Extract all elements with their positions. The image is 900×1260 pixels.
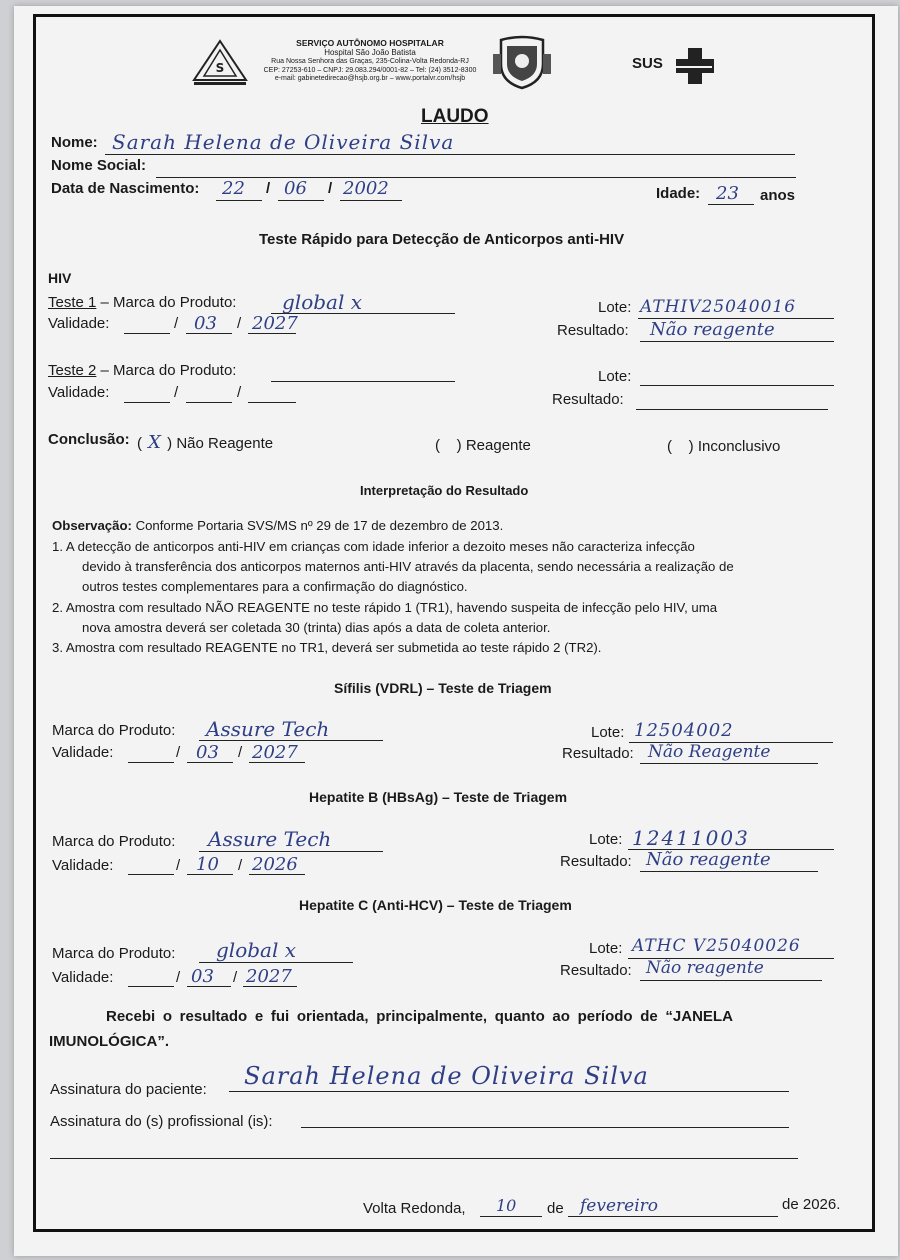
hepatitis-b-lot-label: Lote:: [589, 831, 623, 848]
test1-validity-label: Validade:: [48, 315, 110, 332]
hepatitis-c-result[interactable]: Não reagente: [646, 958, 764, 978]
test1-result[interactable]: Não reagente: [650, 319, 775, 340]
syphilis-result-label: Resultado:: [562, 745, 634, 762]
option-reactive-box: ( ): [435, 437, 462, 454]
test1-result-label: Resultado:: [557, 322, 629, 339]
interpretation-item-3: 3. Amostra com resultado REAGENTE no TR1, deverá ser submetida ao teste rápido 2 (TR2).: [52, 640, 602, 655]
footer-day[interactable]: 10: [496, 1196, 517, 1215]
test2-validity-month-line: [186, 402, 232, 403]
syphilis-result-line: [640, 763, 818, 764]
footer-de: de: [547, 1200, 564, 1217]
interpretation-item-2-line-2: nova amostra deverá ser coletada 30 (trinta) dias após a data de coleta anterior.: [82, 620, 551, 635]
social-name-line: [156, 177, 796, 178]
option-non-reactive-label: Não Reagente: [176, 435, 274, 452]
svg-text:S: S: [215, 61, 225, 75]
interpretation-item-2-line-1: 2. Amostra com resultado NÃO REAGENTE no teste rápido 1 (TR1), havendo suspeita de infecção pelo HIV, uma: [52, 600, 718, 615]
hepatitis-b-result-label: Resultado:: [560, 853, 632, 870]
test1-validity-day-line: [124, 333, 170, 334]
syphilis-validity-slash-2: /: [238, 744, 243, 761]
patient-signature-line: [229, 1091, 789, 1092]
age-label: Idade:: [656, 185, 701, 202]
hepatitis-b-validity-month[interactable]: 10: [196, 854, 219, 875]
test2-lot-label: Lote:: [598, 368, 632, 385]
test1-validity-month[interactable]: 03: [194, 313, 217, 334]
hospital-logo-icon: [190, 38, 250, 88]
dob-year[interactable]: 2002: [343, 178, 389, 199]
age-unit: anos: [760, 187, 796, 204]
observation-line: [52, 516, 503, 536]
conclusion-label: Conclusão:: [48, 431, 130, 448]
interpretation-item-1-line-2: devido à transferência dos anticorpos maternos anti-HIV através da placenta, sendo necessária a realização de: [82, 559, 734, 574]
option-inconclusive-box: ( ): [667, 438, 694, 455]
test2-result-line: [636, 409, 828, 410]
hepatitis-c-brand[interactable]: global x: [216, 938, 296, 962]
hepatitis-b-validity-label: Validade:: [52, 857, 114, 874]
interpretation-heading: Interpretação do Resultado: [360, 483, 529, 498]
syphilis-validity-day-line: [128, 762, 174, 763]
hepatitis-c-lot[interactable]: ATHC V25040026: [632, 936, 801, 956]
hepatitis-c-validity-slash: /: [176, 969, 181, 986]
syphilis-lot[interactable]: 12504002: [634, 720, 734, 741]
option-non-reactive-paren-open: (: [137, 435, 142, 452]
test2-validity-year-line: [248, 402, 296, 403]
hepatitis-b-validity-slash-2: /: [238, 857, 243, 874]
sus-logo-text: SUS: [632, 55, 663, 72]
hepatitis-c-validity-day-line: [128, 986, 174, 987]
age-value[interactable]: 23: [716, 183, 739, 204]
city-seal-icon: [491, 34, 553, 92]
option-reactive-label: Reagente: [465, 437, 531, 454]
hepatitis-c-validity-label: Validade:: [52, 969, 114, 986]
interpretation-item-1-line-3: outros testes complementares para a confirmação do diagnóstico.: [82, 579, 468, 594]
syphilis-lot-label: Lote:: [591, 724, 625, 741]
interpretation-item-1-line-1: 1. A detecção de anticorpos anti-HIV em crianças com idade inferior a dezoito meses não caracteriza infecção: [52, 539, 695, 554]
footer-day-line: [480, 1216, 542, 1217]
test1-lot[interactable]: ATHIV25040016: [640, 297, 797, 317]
hepatitis-b-result-line: [640, 871, 818, 872]
dob-year-line: [340, 200, 402, 201]
test2-lot-line: [640, 385, 834, 386]
hepatitis-b-brand-label: Marca do Produto:: [52, 833, 176, 850]
hepatitis-c-validity-month[interactable]: 03: [191, 966, 214, 987]
test2-validity-slash: /: [174, 384, 179, 401]
patient-signature-label: Assinatura do paciente:: [50, 1081, 207, 1098]
test1-lot-label: Lote:: [598, 299, 632, 316]
hepatitis-c-result-line: [640, 980, 822, 981]
dob-month-line: [278, 200, 324, 201]
syphilis-validity-month[interactable]: 03: [196, 742, 219, 763]
hepatitis-b-heading: Hepatite B (HBsAg) – Teste de Triagem: [309, 789, 568, 805]
hiv-subheading: HIV: [48, 270, 72, 286]
hepatitis-b-brand-line: [199, 851, 383, 852]
hepatitis-c-validity-year[interactable]: 2027: [246, 966, 292, 987]
option-inconclusive-label: Inconclusivo: [697, 438, 781, 455]
hepatitis-b-lot[interactable]: 12411003: [632, 826, 750, 850]
test2-result-label: Resultado:: [552, 391, 624, 408]
professional-signature-line: [301, 1127, 789, 1128]
hepatitis-c-brand-line: [199, 962, 353, 963]
test1-row: [48, 294, 236, 311]
test1-label: Teste 1: [48, 294, 97, 311]
checkmark-x-icon: X: [148, 432, 161, 453]
test1-validity-year[interactable]: 2027: [252, 313, 298, 334]
name-value[interactable]: Sarah Helena de Oliveira Silva: [112, 130, 455, 154]
hepatitis-b-validity-day-line: [128, 874, 174, 875]
sus-cross-icon: [672, 48, 718, 89]
test2-brand-line: [271, 381, 455, 382]
observation-text: Conforme Portaria SVS/MS nº 29 de 17 de dezembro de 2013.: [135, 518, 504, 533]
hepatitis-b-validity-slash: /: [176, 857, 181, 874]
name-line: [105, 154, 795, 155]
syphilis-result[interactable]: Não Reagente: [648, 742, 771, 762]
social-name-label: Nome Social:: [51, 157, 147, 174]
header-text-block: [255, 38, 485, 84]
acknowledgement-line-1: Recebi o resultado e fui orientada, principalmente, quanto ao período de “JANELA: [106, 1008, 733, 1025]
hospital-address: Rua Nossa Senhora das Graças, 235-Colina-Volta Redonda-RJ: [271, 58, 469, 65]
professional-signature-line-2: [50, 1158, 798, 1159]
age-line: [708, 204, 754, 205]
footer-month-line: [568, 1216, 778, 1217]
dob-day-line: [216, 200, 262, 201]
footer-year: de 2026.: [782, 1196, 841, 1213]
dob-month[interactable]: 06: [284, 178, 307, 199]
test2-row: [48, 362, 236, 379]
dob-label: Data de Nascimento:: [51, 180, 200, 197]
syphilis-heading: Sífilis (VDRL) – Teste de Triagem: [334, 680, 552, 696]
footer-city: Volta Redonda,: [363, 1200, 466, 1217]
hospital-contact: CEP: 27253-610 – CNPJ: 29.083.294/0001-82 – Tel: (24) 3512-8300: [263, 66, 477, 74]
syphilis-validity-slash: /: [176, 744, 181, 761]
dob-day[interactable]: 22: [222, 178, 245, 199]
option-non-reactive-paren-close: ): [167, 435, 173, 452]
test1-brand[interactable]: global x: [282, 290, 362, 314]
hepatitis-c-lot-label: Lote:: [589, 940, 623, 957]
syphilis-validity-label: Validade:: [52, 744, 114, 761]
test1-validity-slash-2: /: [237, 315, 242, 332]
syphilis-brand[interactable]: Assure Tech: [206, 717, 330, 741]
hepatitis-c-result-label: Resultado:: [560, 962, 632, 979]
dob-slash-2: /: [328, 180, 333, 197]
test2-brand-label: – Marca do Produto:: [100, 362, 237, 379]
hospital-email: e-mail: gabinetedirecao@hsjb.org.br – www.portalvr.com/hsjb: [274, 75, 466, 82]
hepatitis-b-result[interactable]: Não reagente: [646, 849, 771, 870]
hepatitis-c-validity-slash-2: /: [233, 969, 238, 986]
test2-validity-label: Validade:: [48, 384, 110, 401]
hospital-name: Hospital São João Batista: [324, 48, 416, 57]
test1-result-line: [640, 341, 834, 342]
test2-label: Teste 2: [48, 362, 97, 379]
option-inconclusive[interactable]: [667, 438, 780, 455]
option-reactive[interactable]: [435, 437, 531, 454]
footer-month[interactable]: fevereiro: [580, 1196, 659, 1216]
acknowledgement-line-2: IMUNOLÓGICA”.: [49, 1033, 169, 1050]
hepatitis-c-brand-label: Marca do Produto:: [52, 945, 176, 962]
hepatitis-b-validity-year[interactable]: 2026: [252, 854, 298, 875]
hepatitis-b-brand[interactable]: Assure Tech: [208, 827, 332, 851]
dob-slash: /: [266, 180, 271, 197]
hepatitis-c-heading: Hepatite C (Anti-HCV) – Teste de Triagem: [299, 897, 572, 913]
syphilis-validity-year[interactable]: 2027: [252, 742, 298, 763]
hiv-heading: Teste Rápido para Detecção de Anticorpos anti-HIV: [259, 231, 625, 248]
page-title: LAUDO: [421, 106, 489, 127]
observation-label: Observação:: [52, 518, 132, 533]
test2-validity-day-line: [124, 402, 170, 403]
institution-name: SERVIÇO AUTÔNOMO HOSPITALAR: [296, 38, 444, 48]
professional-signature-label: Assinatura do (s) profissional (is):: [50, 1113, 273, 1130]
test2-validity-slash-2: /: [237, 384, 242, 401]
name-label: Nome:: [51, 134, 98, 151]
option-non-reactive[interactable]: [137, 432, 273, 453]
test1-brand-label: – Marca do Produto:: [100, 294, 237, 311]
test1-validity-slash: /: [174, 315, 179, 332]
patient-signature[interactable]: Sarah Helena de Oliveira Silva: [244, 1062, 649, 1090]
syphilis-brand-label: Marca do Produto:: [52, 722, 176, 739]
